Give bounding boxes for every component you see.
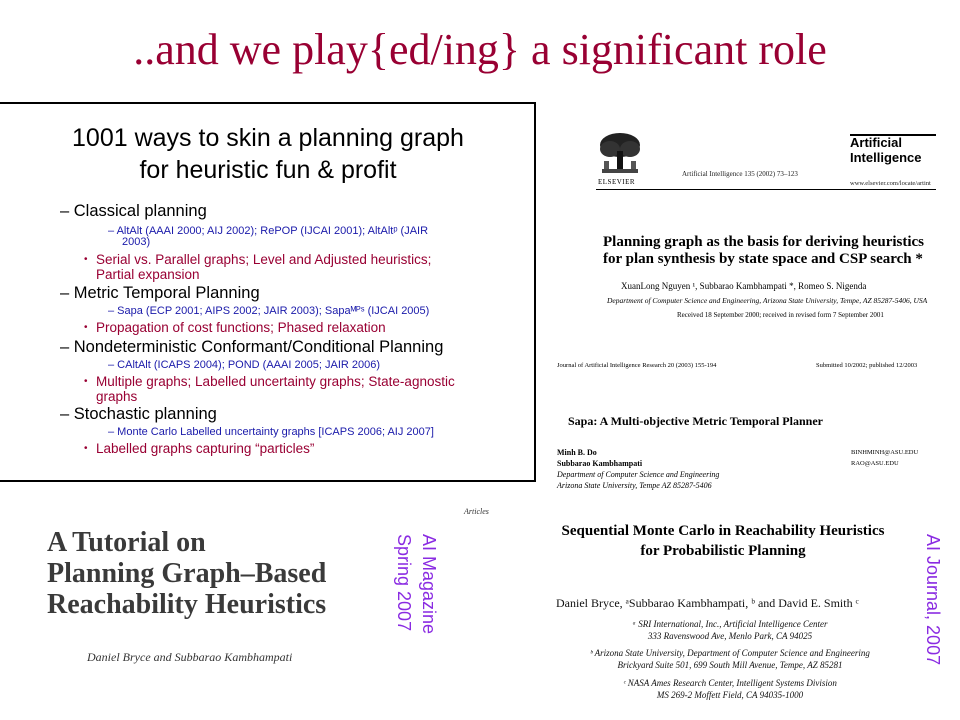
- bullet-dot: •: [84, 322, 88, 333]
- publisher-name: ELSEVIER: [598, 178, 636, 186]
- jair-affiliation-2: Arizona State University, Tempe AZ 85287-5406: [557, 481, 712, 490]
- bullet-text-cont: graphs: [96, 389, 138, 404]
- smc-title-line-1: Sequential Monte Carlo in Reachability Heuristics: [561, 523, 885, 539]
- smc-authors: Daniel Bryce, ᵃSubbarao Kambhampati, ᵇ and David E. Smith ᶜ: [556, 596, 859, 610]
- bullet-dot: •: [84, 376, 88, 387]
- citation-classical-planning: – AltAlt (AAAI 2000; AIJ 2002); RePOP (IJCAI 2001); AltAltᵖ (JAIR: [108, 225, 429, 237]
- summary-box-title: [0, 122, 536, 186]
- smc-affiliation-c1: ᶜ NASA Ames Research Center, Intelligent Systems Division: [623, 678, 837, 688]
- bullet-stochastic: [84, 441, 314, 456]
- journal-brand-line-1: Artificial: [850, 135, 903, 150]
- aij-reference: Artificial Intelligence 135 (2002) 73–123: [682, 170, 798, 178]
- jair-email-1: BINHMINH@ASU.EDU: [851, 449, 919, 456]
- topic-nondeterministic-planning: – Nondeterministic Conformant/Conditional Planning: [60, 338, 444, 356]
- aij-paper-title-line-1: Planning graph as the basis for deriving heuristics: [603, 234, 925, 250]
- bullet-dot: •: [84, 254, 88, 265]
- topic-stochastic-planning: – Stochastic planning: [60, 405, 217, 423]
- aij-label: AI Journal, 2007: [923, 534, 943, 666]
- smc-affiliation-b2: Brickyard Suite 501, 699 South Mill Avenue, Tempe, AZ 85281: [617, 660, 843, 670]
- aimag-paper-title: [47, 527, 326, 620]
- aij-paper-title: [603, 234, 924, 268]
- slide-title: ..and we play{ed/ing} a significant role: [133, 25, 827, 74]
- jair-author-1: Minh B. Do: [557, 448, 597, 457]
- jair-email-2: RAO@ASU.EDU: [851, 460, 899, 467]
- citation-classical-planning-cont: 2003): [122, 236, 151, 248]
- jair-affiliation-1: Department of Computer Science and Engineering: [557, 470, 720, 479]
- aij-paper-title-line-2: for plan synthesis by state space and CSP search *: [603, 251, 923, 267]
- smc-paper-title: [553, 521, 893, 561]
- bullet-text: Multiple graphs; Labelled uncertainty graphs; State-agnostic: [96, 374, 455, 389]
- topic-classical-planning: – Classical planning: [60, 202, 207, 220]
- jair-reference: Journal of Artificial Intelligence Research 20 (2003) 155-194: [557, 362, 717, 369]
- summary-title-line-2: for heuristic fun & profit: [139, 156, 397, 184]
- jair-paper-title: Sapa: A Multi-objective Metric Temporal Planner: [568, 414, 823, 428]
- aimag-title-line-1: A Tutorial on: [47, 527, 206, 558]
- smc-title-line-2: for Probabilistic Planning: [640, 543, 806, 559]
- aimag-section-label: Articles: [464, 507, 489, 516]
- jair-author-2: Subbarao Kambhampati: [557, 459, 643, 468]
- summary-title-line-1: 1001 ways to skin a planning graph: [72, 124, 464, 152]
- aimag-title-line-2: Planning Graph–Based: [47, 558, 327, 589]
- header-divider: [596, 189, 936, 190]
- bullet-text: Serial vs. Parallel graphs; Level and Adjusted heuristics;: [96, 252, 432, 267]
- planning-graph-summary-box: [0, 102, 536, 482]
- bullet-text-cont: Partial expansion: [96, 267, 200, 282]
- aimag-title-line-3: Reachability Heuristics: [47, 589, 327, 620]
- citation-stochastic: – Monte Carlo Labelled uncertainty graphs [ICAPS 2006; AIJ 2007]: [108, 426, 434, 438]
- bullet-metric-temporal: [84, 320, 386, 335]
- journal-brand-line-2: Intelligence: [850, 150, 922, 165]
- bullet-nondeterministic: [84, 374, 455, 404]
- bullet-text: Labelled graphs capturing “particles”: [96, 441, 315, 456]
- journal-url: www.elsevier.com/locate/artint: [850, 180, 931, 187]
- bullet-dot: •: [84, 443, 88, 454]
- aimag-authors: Daniel Bryce and Subbarao Kambhampati: [87, 650, 293, 664]
- topic-metric-temporal-planning: – Metric Temporal Planning: [60, 284, 260, 302]
- bullet-text: Propagation of cost functions; Phased relaxation: [96, 320, 386, 335]
- elsevier-tree-icon: [596, 131, 644, 175]
- journal-brand: [850, 135, 922, 165]
- aij-authors: XuanLong Nguyen ¹, Subbarao Kambhampati *, Romeo S. Nigenda: [621, 281, 867, 291]
- smc-affiliation-c2: MS 269-2 Moffett Field, CA 94035-1000: [656, 690, 804, 700]
- aimag-label-line-1: AI Magazine: [419, 534, 439, 635]
- aimag-label-line-2: Spring 2007: [394, 534, 414, 632]
- jair-submission-dates: Submitted 10/2002; published 12/2003: [816, 362, 918, 369]
- smc-affiliation-a2: 333 Ravenswood Ave, Menlo Park, CA 94025: [647, 631, 813, 641]
- aij-affiliation: Department of Computer Science and Engineering, Arizona State University, Tempe, AZ 85287-5406, USA: [607, 296, 928, 305]
- smc-affiliation-a1: ᵃ SRI International, Inc., Artificial Intelligence Center: [632, 619, 828, 629]
- aij-received-dates: Received 18 September 2000; received in revised form 7 September 2001: [677, 311, 884, 319]
- citation-nondeterministic: – CAltAlt (ICAPS 2004); POND (AAAI 2005; JAIR 2006): [108, 359, 381, 371]
- citation-metric-temporal: – Sapa (ECP 2001; AIPS 2002; JAIR 2003); Sapaᴹᴾˢ (IJCAI 2005): [108, 305, 430, 317]
- bullet-classical-planning: [84, 252, 431, 282]
- smc-affiliation-b1: ᵇ Arizona State University, Department of Computer Science and Engineering: [590, 648, 870, 658]
